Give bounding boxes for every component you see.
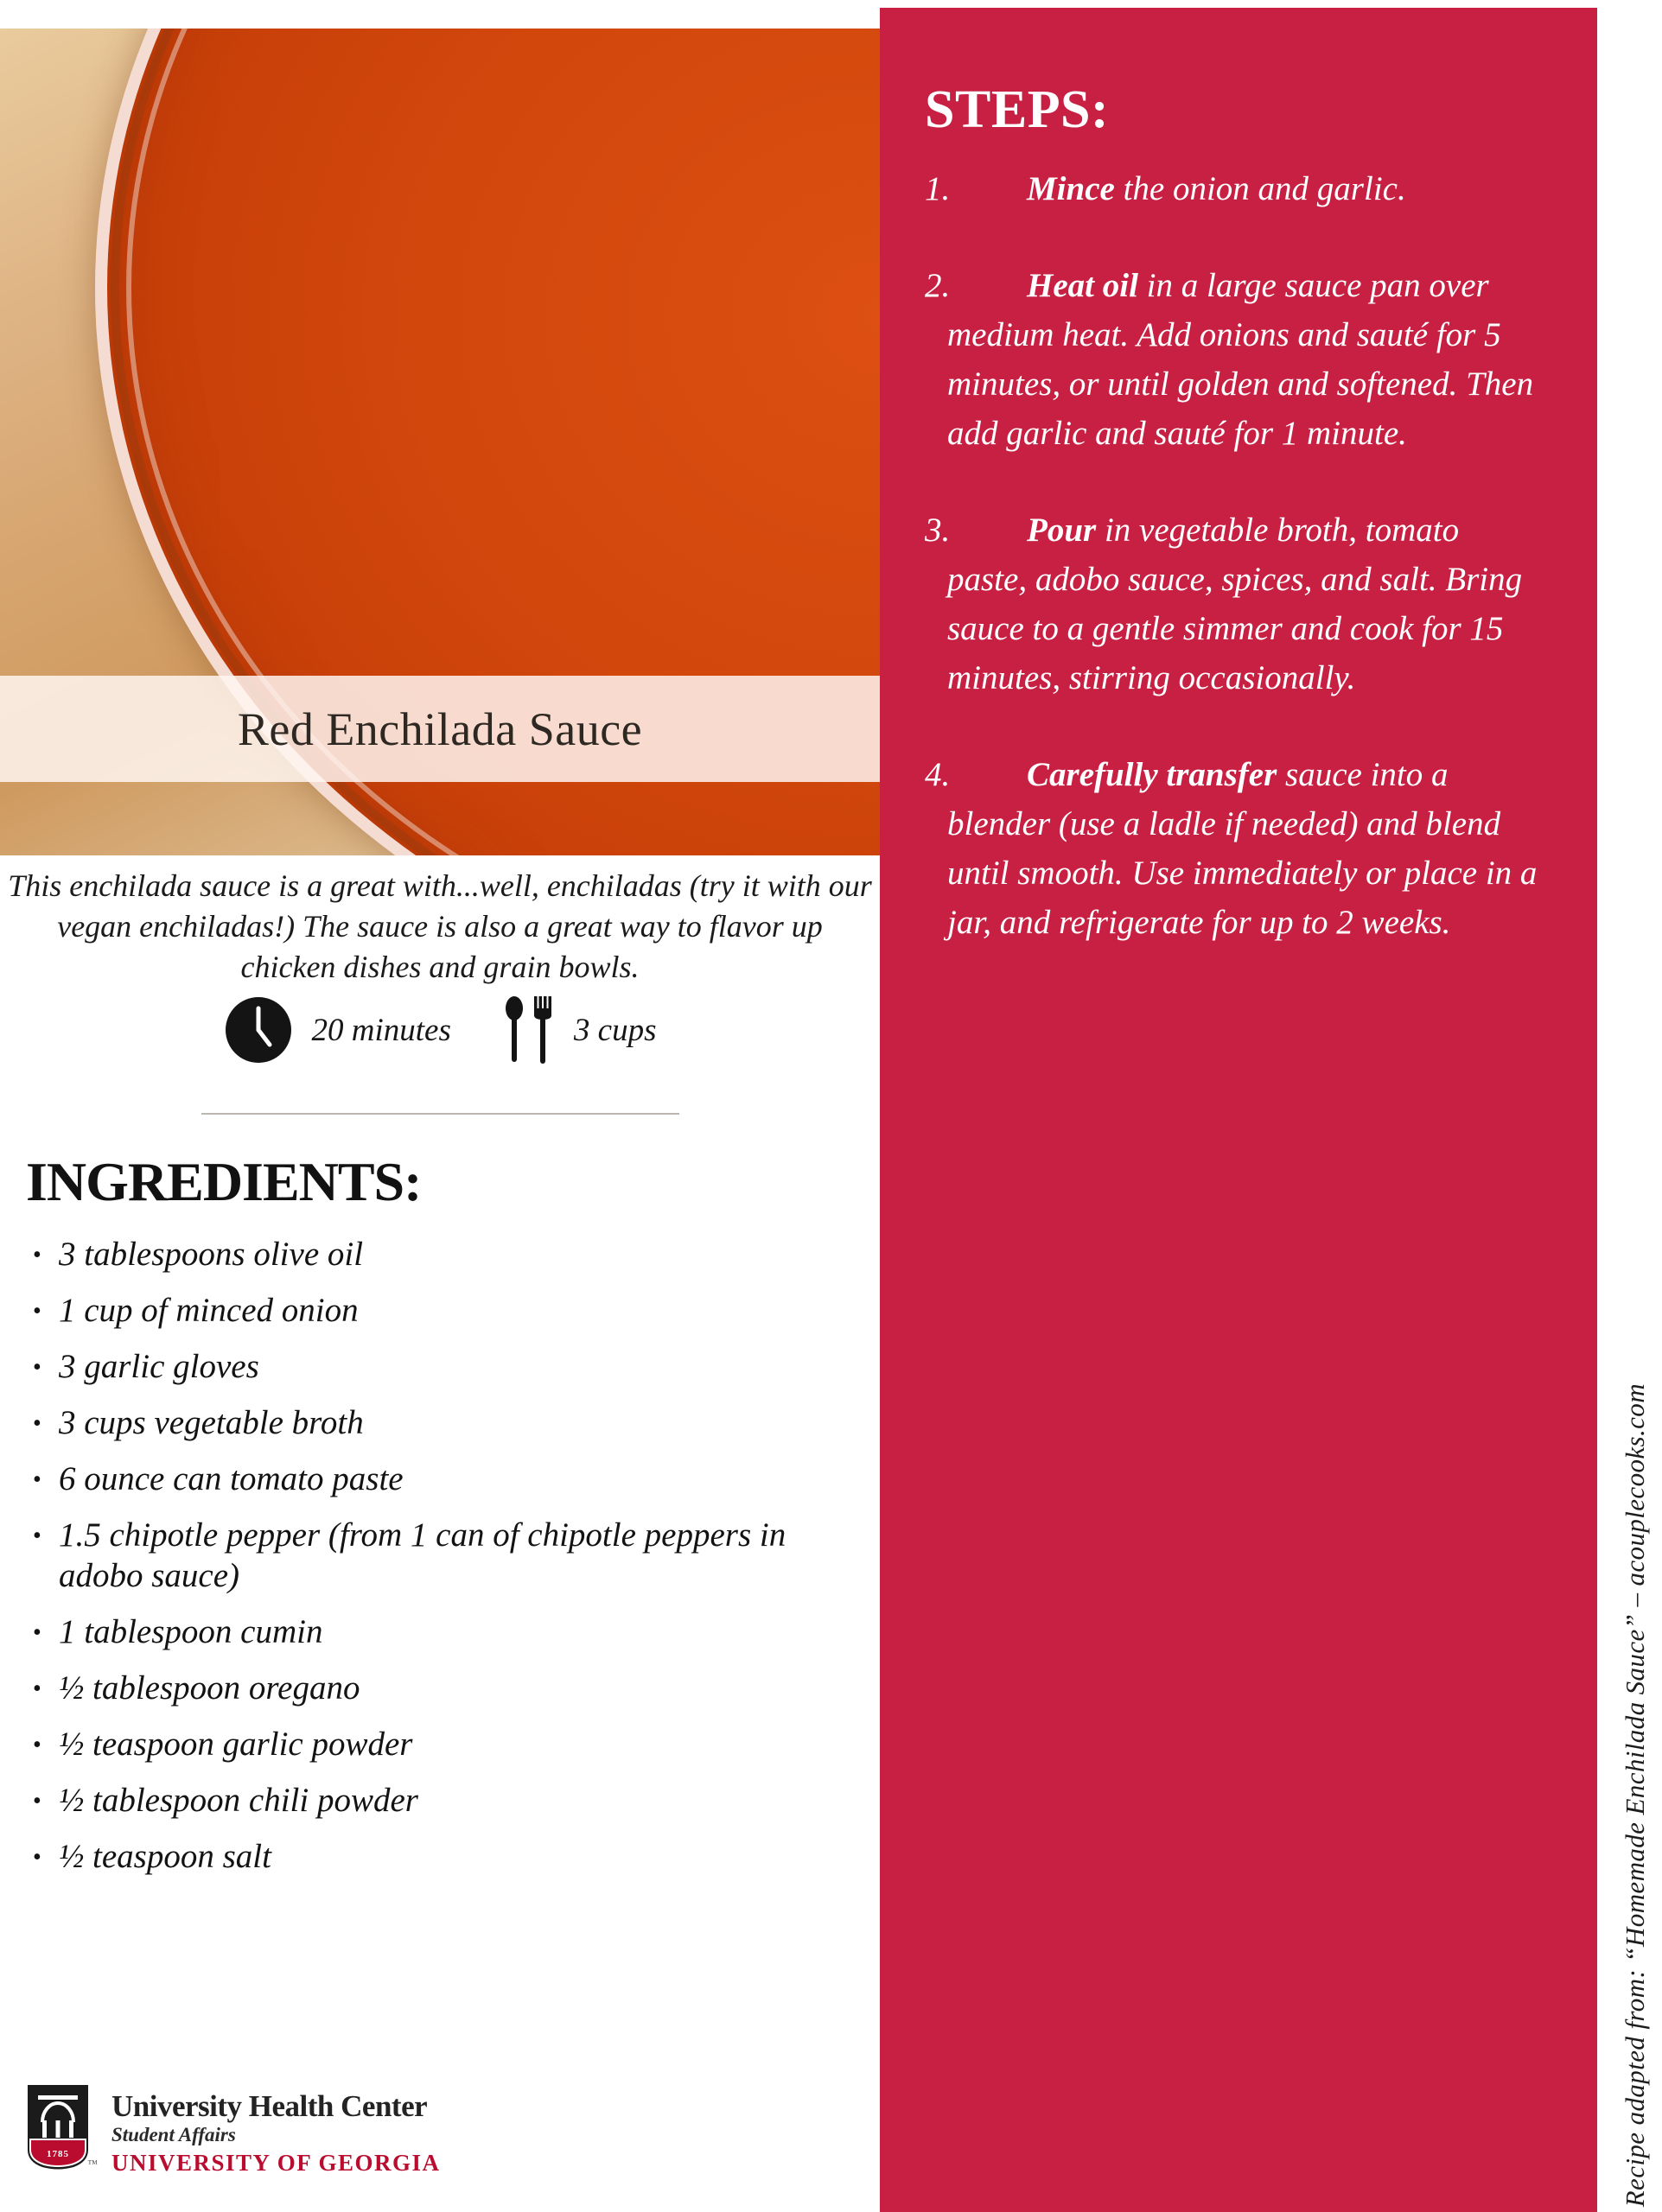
steps-panel [880,8,1597,2212]
recipe-credit-text: Recipe adapted from: “Homemade Enchilada Sauce” – acouplecooks.com [1620,1382,1650,2207]
bullet-icon: • [33,1675,41,1702]
steps-list [925,164,1544,947]
bullet-icon: • [33,1618,41,1646]
ingredient-item: • 3 tablespoons olive oil [26,1234,849,1274]
bullet-icon: • [33,1731,41,1758]
bullet-icon: • [33,1353,41,1381]
bullet-icon: • [33,1409,41,1437]
bullet-icon: • [33,1522,41,1549]
ingredient-item: • 1 tablespoon cumin [26,1611,849,1652]
clock-icon [224,995,293,1065]
prep-time-label: 20 minutes [311,1012,451,1048]
logo-year: 1785 [47,2149,69,2159]
logo-text [111,2084,441,2176]
logo-division: Student Affairs [111,2124,236,2145]
yield [501,996,657,1064]
ingredients-list [26,1234,849,1877]
yield-label: 3 cups [573,1012,657,1048]
uga-arch-shield-icon [27,2084,98,2172]
section-divider [201,1113,679,1115]
steps-heading: STEPS: [925,80,1110,139]
prep-time [224,995,451,1065]
logo-org-name: University Health Center [111,2089,428,2123]
step-item: 1. Mince the onion and garlic. [925,164,1544,213]
title-band [0,676,880,782]
step-number: 4. [925,756,951,794]
credit-strip [1597,0,1662,2212]
step-item: 3. Pour in vegetable broth, tomato paste, adobo sauce, spices, and salt. Bring sauce to a gentle simmer and cook for 15 minutes, stirring occasionally. [925,505,1544,702]
ingredient-item: • ½ tablespoon chili powder [26,1780,849,1821]
ingredient-item: • 1 cup of minced onion [26,1290,849,1331]
bullet-icon: • [33,1297,41,1325]
sauce-bowl-photo [0,29,880,855]
ingredient-item: • ½ teaspoon salt [26,1836,849,1877]
step-item: 4. Carefully transfer sauce into a blender (use a ladle if needed) and blend until smooth. Use immediately or place in a jar, and refrigerate for up to 2 weeks. [925,750,1544,947]
ingredient-item: • 3 cups vegetable broth [26,1402,849,1443]
ingredient-item: • ½ tablespoon oregano [26,1668,849,1708]
step-number: 1. [925,170,951,208]
logo-university: UNIVERSITY OF GEORGIA [111,2150,441,2176]
bullet-icon: • [33,1787,41,1815]
footer-logo-block [27,2084,441,2176]
step-number: 3. [925,512,951,550]
meta-row [0,987,880,1073]
trademark-symbol: ™ [87,2158,98,2170]
ingredient-item: • 3 garlic gloves [26,1346,849,1387]
step-item: 2. Heat oil in a large sauce pan over medium heat. Add onions and sauté for 5 minutes, or until golden and softened. Then add garlic and sauté for 1 minute. [925,261,1544,458]
page-title: Red Enchilada Sauce [237,702,643,755]
intro-text: This enchilada sauce is a great with...well, enchiladas (try it with our vegan enchiladas!) The sauce is also a great way to flavor up chicken dishes and grain bowls. [8,868,872,984]
cutlery-icon [501,996,555,1064]
ingredient-item: • 1.5 chipotle pepper (from 1 can of chipotle peppers in adobo sauce) [33,1516,786,1594]
ingredient-item: • ½ teaspoon garlic powder [26,1724,849,1764]
ingredient-item: • 6 ounce can tomato paste [26,1459,849,1499]
bullet-icon: • [33,1241,41,1268]
step-number: 2. [925,267,951,305]
bullet-icon: • [33,1843,41,1871]
ingredients-heading: INGREDIENTS: [26,1151,422,1212]
ingredients-section [26,1151,856,1892]
bullet-icon: • [33,1465,41,1493]
